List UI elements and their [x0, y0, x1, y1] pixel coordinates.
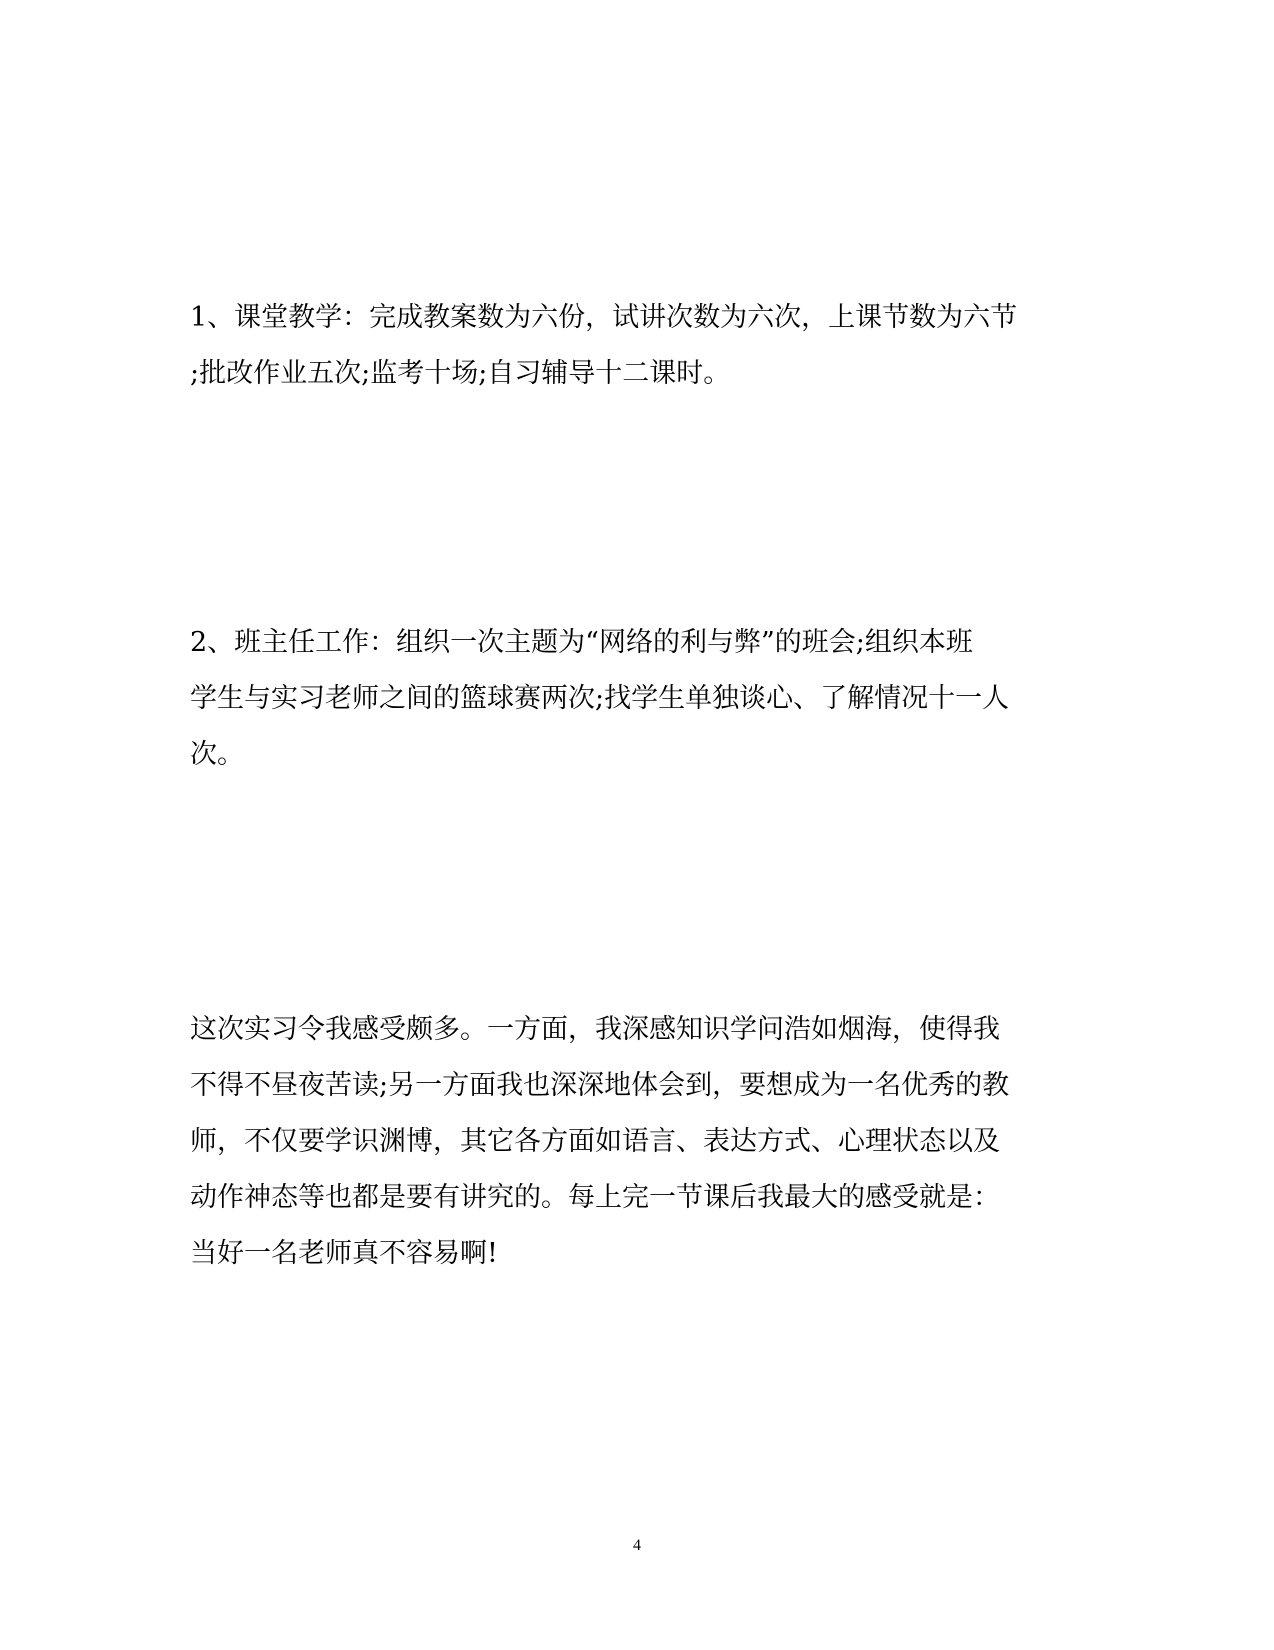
paragraph-reflection [190, 1002, 1090, 1282]
text-line: ;批改作业五次;监考十场;自习辅导十二课时。 [190, 358, 731, 389]
text-line: 次。 [190, 739, 244, 770]
text-line: 这次实习令我感受颇多。一方面，我深感知识学问浩如烟海，使得我 [190, 1014, 1000, 1045]
paragraph-classroom-teaching [190, 290, 1090, 402]
page-number: 4 [633, 1537, 641, 1554]
text-line: 2、班主任工作：组织一次主题为“网络的利与弊”的班会;组织本班 [190, 627, 973, 658]
text-line: 1、课堂教学：完成教案数为六份，试讲次数为六次，上课节数为六节 [190, 302, 1018, 333]
text-line: 不得不昼夜苦读;另一方面我也深深地体会到，要想成为一名优秀的教 [190, 1070, 1010, 1101]
text-line: 学生与实习老师之间的篮球赛两次;找学生单独谈心、了解情况十一人 [190, 683, 1010, 714]
paragraph-class-teacher-work [190, 615, 1090, 783]
text-line: 当好一名老师真不容易啊! [190, 1238, 498, 1269]
text-line: 动作神态等也都是要有讲究的。每上完一节课后我最大的感受就是： [190, 1182, 1000, 1213]
text-line: 师，不仅要学识渊博，其它各方面如语言、表达方式、心理状态以及 [190, 1126, 1000, 1157]
